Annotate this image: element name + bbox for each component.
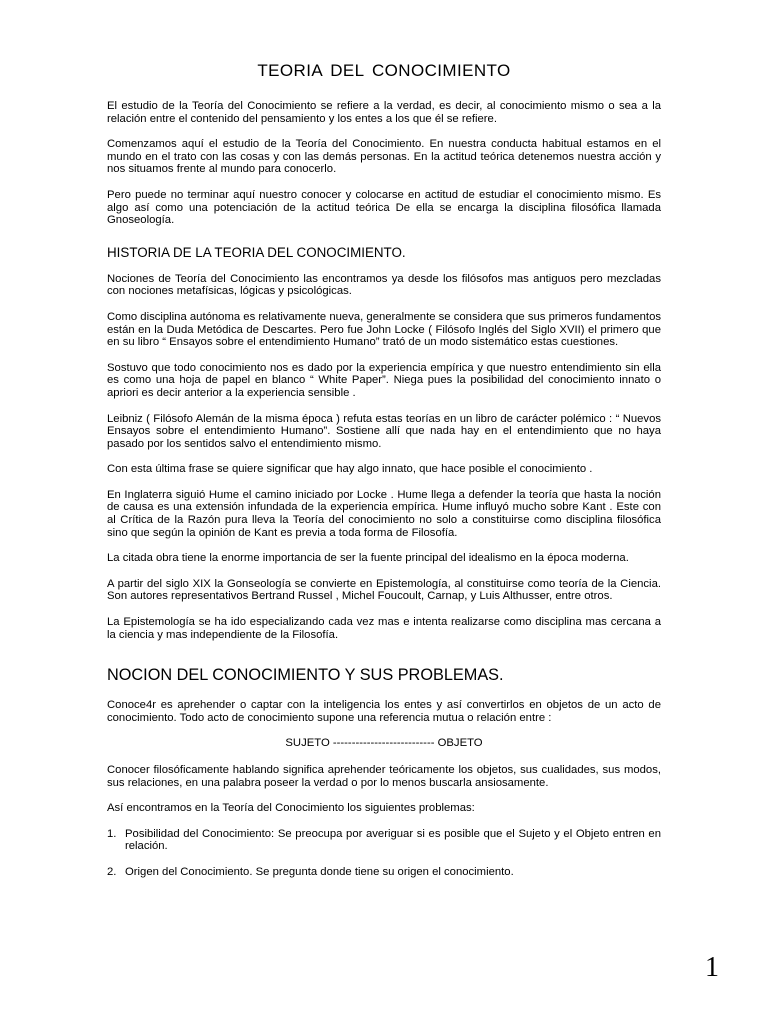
intro-paragraph: Comenzamos aquí el estudio de la Teoría del Conocimiento. En nuestra conducta habitual estamos en el mundo en el trato con las cosas y con las demás personas. En la actitud teórica detenemos nuestra acción y nos situamos frente al mundo para conocerlo.: [107, 138, 661, 176]
notion-paragraph: Así encontramos en la Teoría del Conocimiento los siguientes problemas:: [107, 802, 475, 815]
document-title: TEORIA DEL CONOCIMIENTO: [257, 61, 511, 80]
history-paragraph: Como disciplina autónoma es relativamente nueva, generalmente se considera que sus primeros fundamentos están en la Duda Metódica de Descartes. Pero fue John Locke ( Filósofo Inglés del Siglo XVII) el primero que en su libro “ Ensayos sobre el entendimiento Humano” trató de un modo sistemático estas cuestiones.: [107, 310, 661, 349]
document-body: [107, 59, 661, 892]
list-item-text: Posibilidad del Conocimiento: Se preocupa por averiguar si es posible que el Sujeto y el Objeto entren en relación.: [125, 827, 661, 853]
intro-paragraph: Pero puede no terminar aquí nuestro conocer y colocarse en actitud de estudiar el conocimiento mismo. Es algo así como una potenciación de la actitud teórica De ella se encarga la disciplina filosófica llamada Gnoseología.: [107, 188, 661, 227]
history-paragraph: En Inglaterra siguió Hume el camino iniciado por Locke . Hume llega a defender la teoría que hasta la noción de causa es una extensión infundada de la experiencia empírica. Hume influyó mucho sobre Kant . Este con al Crítica de la Razón pura lleva la Teoría del conocimiento no solo a constituirse como disciplina filosófica sino que según la opinión de Kant es previa a toda forma de Filosofía.: [107, 488, 661, 539]
list-item: [107, 828, 661, 853]
section-heading-history: HISTORIA DE LA TEORIA DEL CONOCIMIENTO.: [107, 244, 406, 260]
notion-paragraph: Conocer filosóficamente hablando significa aprehender teóricamente los objetos, sus cualidades, sus modos, sus relaciones, en una palabra poseer la verdad o por lo menos buscarla ansiosamente.: [107, 764, 661, 789]
history-paragraph: Leibniz ( Filósofo Alemán de la misma época ) refuta estas teorías en un libro de carácter polémico : “ Nuevos Ensayos sobre el entendimiento Humano”. Sostiene allí que nada hay en el entendimiento que no haya pasado por los sentidos salvo el entendimiento mismo.: [107, 412, 661, 450]
section-heading-notion: NOCION DEL CONOCIMIENTO Y SUS PROBLEMAS.: [107, 666, 504, 685]
history-paragraph: A partir del siglo XIX la Gonseología se convierte en Epistemología, al constituirse como teoría de la Ciencia. Son autores representativos Bertrand Russel , Michel Foucoult, Carnap, y Luis Althusser, entre otros.: [107, 577, 661, 603]
history-paragraph: Con esta última frase se quiere significar que hay algo innato, que hace posible el conocimiento .: [107, 463, 593, 476]
history-paragraph: Sostuvo que todo conocimiento nos es dado por la experiencia empírica y que nuestro entendimiento sin ella es como una hoja de papel en blanco “ White Paper”. Niega pues la posibilidad del conocimiento innato o apriori es decir anterior a la experiencia sensible .: [107, 361, 661, 399]
history-paragraph: La citada obra tiene la enorme importancia de ser la fuente principal del idealismo en la época moderna.: [107, 552, 629, 565]
page-number: 1: [705, 952, 719, 983]
problems-list: [107, 828, 661, 879]
history-paragraph: La Epistemología se ha ido especializando cada vez mas e intenta realizarse como disciplina mas cercana a la ciencia y mas independiente de la Filosofía.: [107, 616, 661, 641]
list-item-text: Origen del Conocimiento. Se pregunta donde tiene su origen el conocimiento.: [125, 865, 514, 878]
subject-object-relation: SUJETO --------------------------- OBJETO: [285, 737, 483, 750]
intro-paragraph: El estudio de la Teoría del Conocimiento se refiere a la verdad, es decir, al conocimiento mismo o sea a la relación entre el contenido del pensamiento y los entes a los que él se refiere.: [107, 100, 661, 125]
list-item-number: 2.: [107, 865, 117, 878]
list-item: [107, 866, 661, 879]
history-paragraph: Nociones de Teoría del Conocimiento las encontramos ya desde los filósofos mas antiguos pero mezcladas con nociones metafísicas, lógicas y psicológicas.: [107, 272, 661, 298]
notion-paragraph: Conoce4r es aprehender o captar con la inteligencia los entes y así convertirlos en objetos de un acto de conocimiento. Todo acto de conocimiento supone una referencia mutua o relación entre :: [107, 699, 661, 724]
list-item-number: 1.: [107, 827, 117, 840]
